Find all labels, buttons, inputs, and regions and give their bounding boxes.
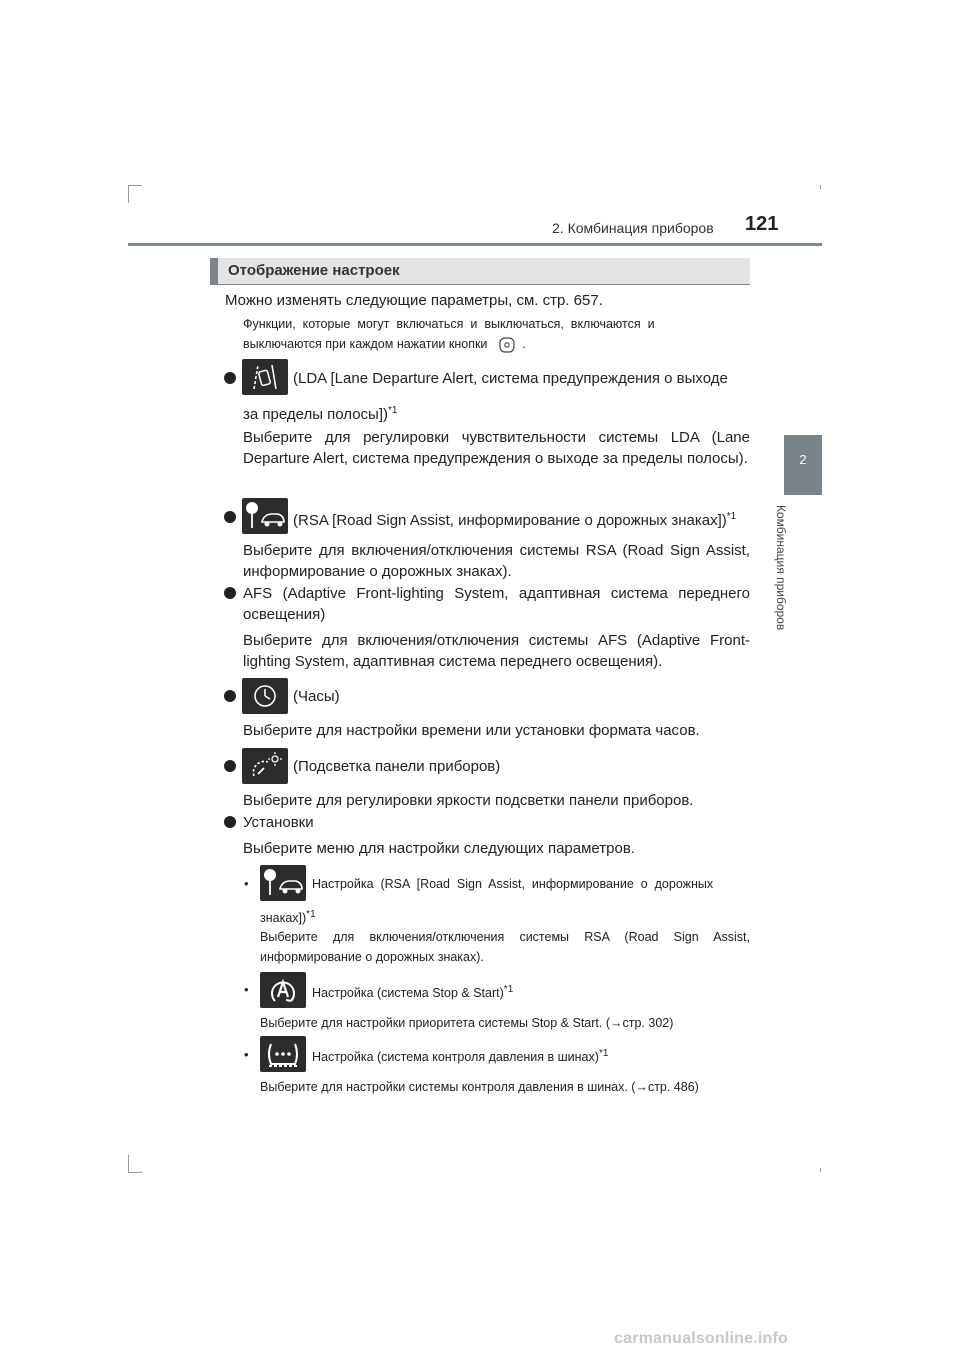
crop-mark-top-right [820, 185, 821, 189]
crop-mark-top-left-h [128, 185, 142, 186]
intro-note-text: выключаются при каждом нажатии кнопки [243, 337, 488, 351]
section-title: Отображение настроек [228, 262, 400, 279]
footnote-number: 1 [507, 984, 514, 995]
intro-note-line2 [243, 334, 750, 354]
afs-title: AFS (Adaptive Front-lighting System, адаптивная система переднего освещения) [243, 585, 750, 623]
chapter-tab-number: 2 [799, 452, 807, 467]
intro-note-line1: Функции, которые могут включаться и выключаться, включаются и [243, 317, 655, 331]
lda-title-line2: за пределы полосы])$^{*1}$ [243, 405, 398, 423]
section-heading [210, 258, 750, 284]
crop-mark-top-left-v [128, 185, 129, 203]
settings-title: Установки [243, 814, 314, 831]
lda-description: Выберите для регулировки чувствительности системы LDA (Lane Departure Alert, система предупреждения о выходе за пределы полосы). [243, 429, 750, 467]
intro-text: Можно изменять следующие параметры, см. стр. 657. [225, 292, 603, 309]
sub-rsa-title-line1: Настройка (RSA [Road Sign Assist, информирование о дорожных [312, 877, 714, 891]
sub-bullet: • [244, 876, 249, 891]
bullet [224, 587, 236, 599]
page-number: 121 [745, 213, 779, 235]
sub-stopstart-description: Выберите для настройки приоритета системы Stop & Start. (→стр. 302) [260, 1016, 674, 1030]
sub-tpms-description: Выберите для настройки системы контроля давления в шинах. (→стр. 486) [260, 1080, 699, 1094]
chapter-tab-label: Комбинация приборов [774, 505, 788, 631]
panel-brightness-icon [242, 748, 288, 784]
bullet [224, 511, 236, 523]
clock-icon [242, 678, 288, 714]
footnote-number: 1 [310, 909, 316, 920]
crop-mark-bottom-left-v [128, 1155, 129, 1173]
bullet [224, 372, 236, 384]
intro-note-end: . [522, 337, 526, 351]
sub-bullet: • [244, 982, 249, 997]
clock-title: (Часы) [293, 688, 340, 705]
footnote-number: 1 [391, 405, 398, 416]
bullet [224, 690, 236, 702]
crop-mark-bottom-left-h [128, 1172, 142, 1173]
backlight-title: (Подсветка панели приборов) [293, 758, 501, 775]
footnote-number: 1 [602, 1048, 609, 1059]
sub-tpms-title: Настройка (система контроля давления в шинах)$^{*1}$ [312, 1048, 609, 1065]
afs-description: Выберите для включения/отключения системы AFS (Adaptive Front-lighting System, адаптивная система переднего освещения). [243, 632, 750, 670]
footnote-star: * [726, 511, 731, 522]
footnote-star: * [598, 1048, 603, 1059]
bullet [224, 816, 236, 828]
rsa-description: Выберите для включения/отключения системы RSA (Road Sign Assist, информирование о дорожных знаках). [243, 542, 750, 580]
lane-departure-icon [242, 359, 288, 395]
section-underline [210, 284, 750, 285]
settings-button-icon [499, 337, 515, 353]
header-rule [128, 243, 822, 246]
watermark: carmanualsonline.info [614, 1330, 789, 1347]
road-sign-assist-icon [242, 498, 288, 534]
clock-description: Выберите для настройки времени или установки формата часов. [243, 722, 700, 739]
footnote-star: * [503, 984, 508, 995]
sub-stopstart-title: Настройка (система Stop & Start)$^{*1}$ [312, 984, 514, 1001]
sub-rsa-description: Выберите для включения/отключения системы RSA (Road Sign Assist, информирование о дорожных знаках). [260, 930, 750, 964]
settings-description: Выберите меню для настройки следующих параметров. [243, 840, 635, 857]
crop-mark-bottom-right [820, 1168, 821, 1172]
footnote-number: 1 [730, 511, 737, 522]
bullet [224, 760, 236, 772]
chapter-title: 2. Комбинация приборов [552, 220, 714, 236]
lda-title-line1: (LDA [Lane Departure Alert, система предупреждения о выходе [293, 370, 728, 387]
stop-start-icon [260, 972, 306, 1008]
tire-pressure-icon [260, 1036, 306, 1072]
road-sign-assist-icon [260, 865, 306, 901]
backlight-description: Выберите для регулировки яркости подсветки панели приборов. [243, 792, 694, 809]
chapter-tab [784, 435, 822, 495]
footnote-star: * [306, 909, 311, 920]
sub-rsa-title-line2: знаках])$^{*1}$ [260, 909, 316, 926]
sub-bullet: • [244, 1047, 249, 1062]
rsa-title: (RSA [Road Sign Assist, информирование о дорожных знаках])$^{*1}$ [293, 511, 737, 529]
footnote-star: * [388, 405, 392, 416]
